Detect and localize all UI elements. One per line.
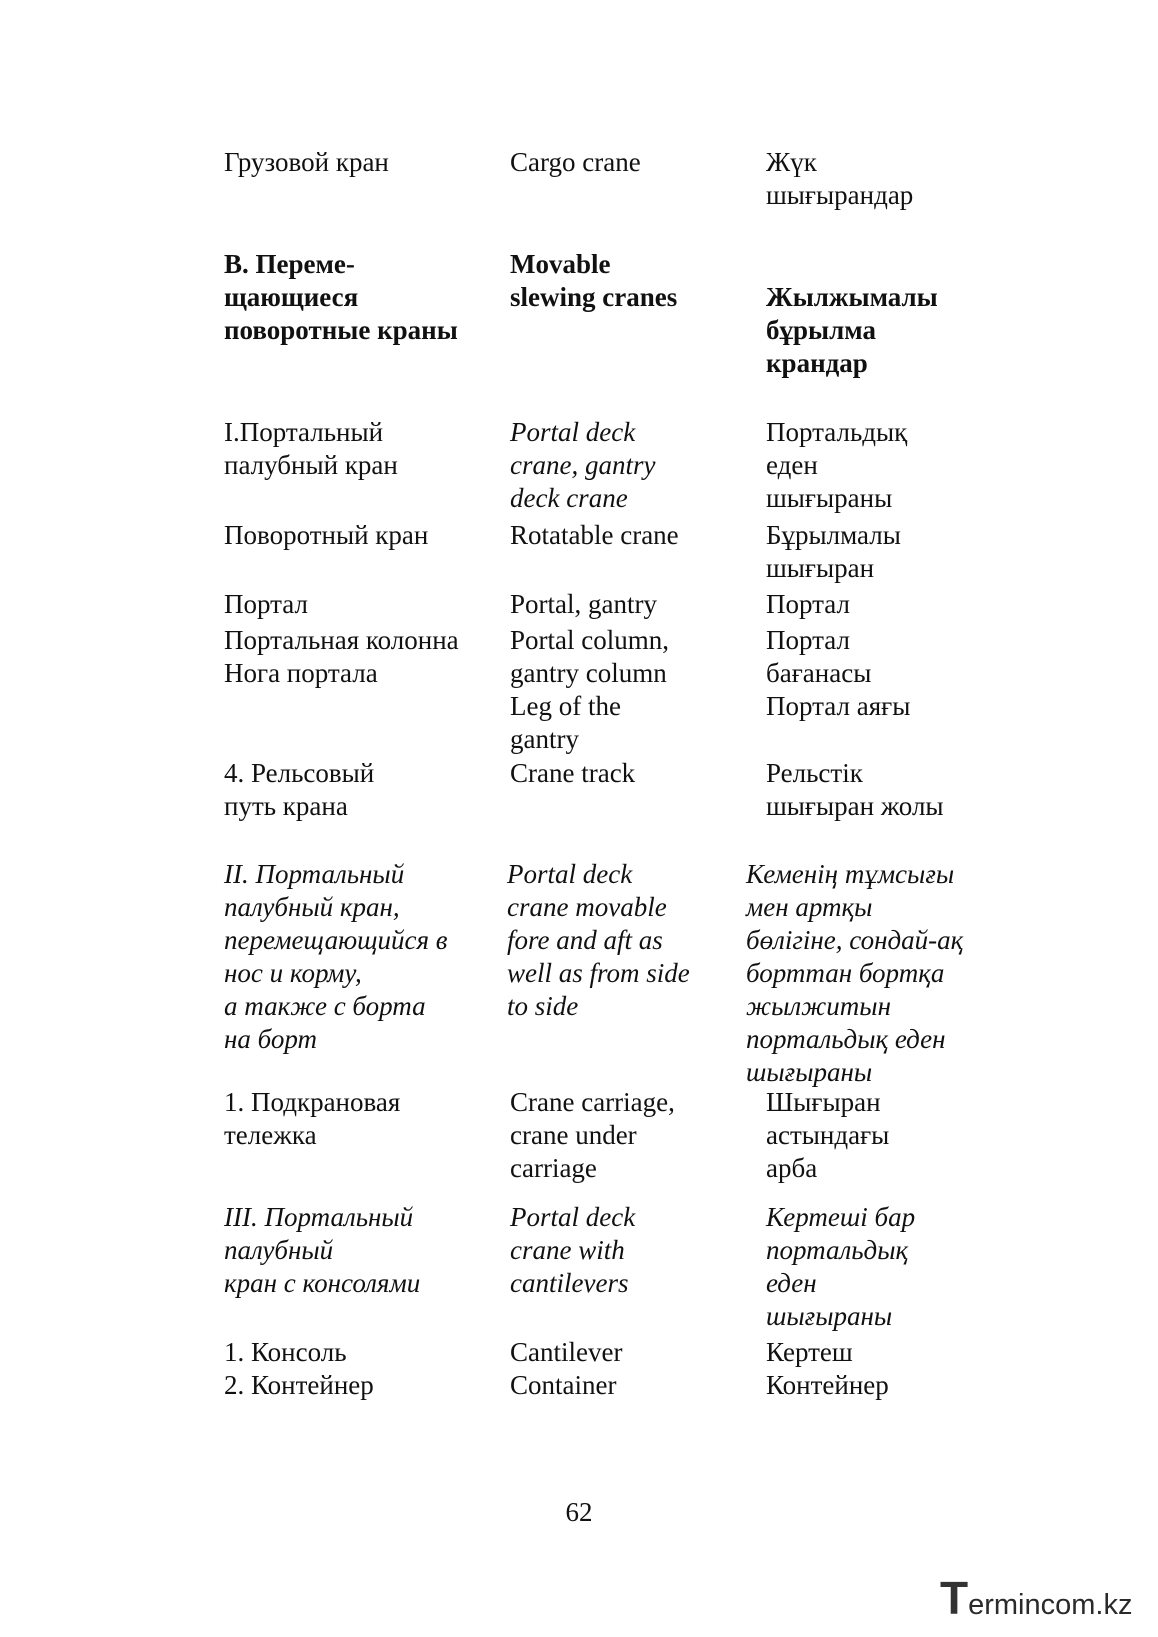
term-kk: Портал бағанасы Портал аяғы bbox=[766, 625, 911, 721]
section-heading-kk: Жылжымалы бұрылма крандар bbox=[766, 282, 938, 378]
section-heading-kk: Кеменің тұмсығы мен артқы бөлігіне, сондай-ақ борттан бортқа жылжитын портальдық еден шығыраны bbox=[746, 859, 964, 1087]
logo-letter: T bbox=[940, 1572, 969, 1624]
logo-text-2: m.kz bbox=[1071, 1589, 1133, 1621]
term-ru: 4. Рельсовый путь крана bbox=[224, 758, 375, 821]
term-en: Cantilever Container bbox=[510, 1337, 623, 1400]
term-en: Crane carriage, crane under carriage bbox=[510, 1087, 675, 1183]
term-kk: Портал bbox=[766, 589, 850, 619]
term-en: Rotatable crane bbox=[510, 520, 679, 550]
term-ru: Портал bbox=[224, 589, 308, 619]
term-kk: Шығыран астындағы арба bbox=[766, 1087, 890, 1183]
section-heading-en: Portal deck crane movable fore and aft as well as from side to side bbox=[507, 859, 690, 1021]
term-en: Cargo crane bbox=[510, 147, 641, 177]
term-en: Portal column, gantry column Leg of the gantry bbox=[510, 625, 669, 754]
section-heading-kk: Кертеші бар портальдық еден шығыраны bbox=[766, 1202, 916, 1331]
term-ru: 1. Подкрановая тележка bbox=[224, 1087, 401, 1150]
term-ru: Грузовой кран bbox=[224, 147, 389, 177]
section-heading-en: Movable slewing cranes bbox=[510, 249, 678, 312]
page-number: 62 bbox=[565, 1497, 593, 1527]
section-heading-ru: III. Портальный палубный кран с консолями bbox=[224, 1202, 421, 1298]
term-en: Crane track bbox=[510, 758, 636, 788]
term-kk: Портальдық еден шығыраны bbox=[766, 417, 908, 513]
term-kk: Бұрылмалы шығыран bbox=[766, 520, 901, 583]
termincom-logo bbox=[940, 1572, 1133, 1624]
term-kk: Кертеш Контейнер bbox=[766, 1337, 889, 1400]
term-ru: 1. Консоль 2. Контейнер bbox=[224, 1337, 374, 1400]
term-en: Portal, gantry bbox=[510, 589, 657, 619]
logo-letter-o: o bbox=[1055, 1589, 1072, 1621]
term-ru: I.Портальный палубный кран bbox=[224, 417, 398, 480]
term-kk: Рельстік шығыран жолы bbox=[766, 758, 944, 821]
term-kk: Жүк шығырандар bbox=[766, 147, 914, 210]
term-ru: Портальная колонна Нога портала bbox=[224, 625, 459, 688]
section-heading-en: Portal deck crane with cantilevers bbox=[510, 1202, 636, 1298]
section-heading-ru: II. Портальный палубный кран, перемещающийся в нос и корму, а также с борта на борт bbox=[224, 859, 448, 1054]
logo-text-1: erminc bbox=[968, 1589, 1056, 1621]
term-ru: Поворотный кран bbox=[224, 520, 429, 550]
section-heading-ru: В. Переме- щающиеся поворотные краны bbox=[224, 249, 458, 345]
term-en: Portal deck crane, gantry deck crane bbox=[510, 417, 656, 513]
